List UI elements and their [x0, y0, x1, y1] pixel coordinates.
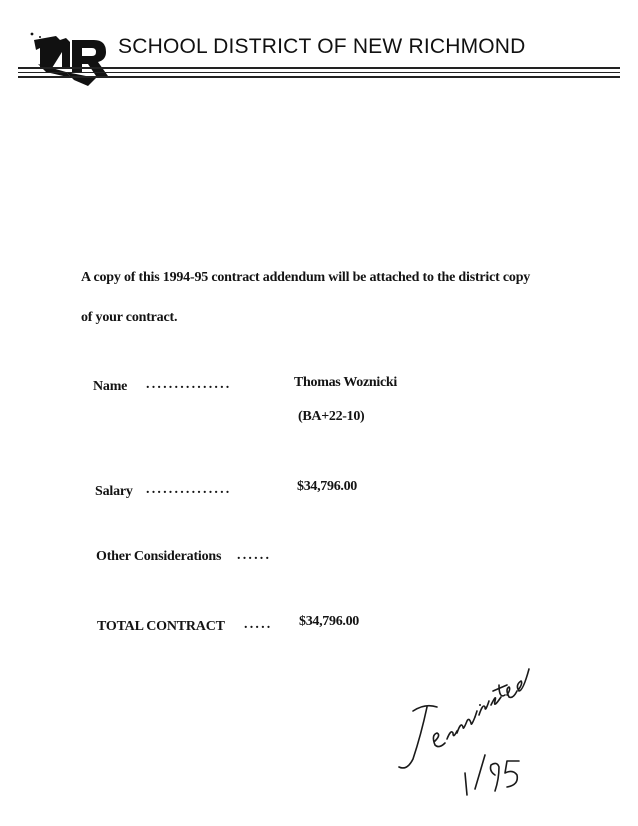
- letterhead-rule: [18, 67, 620, 69]
- name-label: Name: [93, 379, 128, 394]
- total-contract-label: TOTAL CONTRACT: [97, 619, 225, 634]
- salary-label: Salary: [95, 484, 133, 499]
- letterhead-rule-lower: [18, 76, 620, 78]
- intro-line-2: of your contract.: [81, 310, 178, 325]
- school-district-logo-icon: [26, 28, 110, 88]
- letterhead-rule-thin: [18, 72, 620, 73]
- salary-value: $34,796.00: [297, 479, 358, 494]
- intro-line-1: A copy of this 1994-95 contract addendum will be attached to the district copy: [81, 270, 531, 285]
- salary-leaders: ...............: [146, 482, 232, 497]
- name-value: Thomas Woznicki: [294, 375, 397, 390]
- name-leaders: ...............: [146, 377, 232, 392]
- name-classification: (BA+22-10): [298, 409, 365, 424]
- district-name: SCHOOL DISTRICT OF NEW RICHMOND: [118, 35, 526, 58]
- other-considerations-label: Other Considerations: [96, 549, 222, 564]
- handwritten-terminated-note: [395, 655, 545, 800]
- total-contract-leaders: .....: [244, 617, 273, 632]
- total-contract-value: $34,796.00: [299, 614, 360, 629]
- other-considerations-leaders: ......: [237, 548, 272, 563]
